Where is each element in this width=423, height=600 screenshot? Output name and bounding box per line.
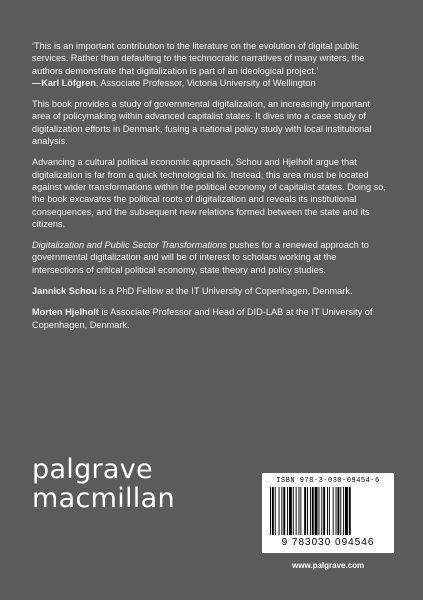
barcode-bar bbox=[287, 487, 288, 535]
barcode-bar bbox=[321, 487, 322, 535]
barcode-number: 9 783030 094546 bbox=[281, 537, 375, 548]
barcode-bar bbox=[283, 487, 285, 535]
author-bio-1 bbox=[32, 285, 390, 297]
barcode-bar bbox=[299, 487, 300, 535]
barcode-bar bbox=[293, 487, 294, 535]
barcode-bar bbox=[289, 487, 292, 535]
barcode-bar bbox=[304, 487, 306, 535]
barcode-bar bbox=[270, 487, 271, 535]
barcode-bar bbox=[323, 487, 325, 535]
barcode-bar bbox=[340, 487, 341, 535]
quote-affiliation: , Associate Professor, Victoria University of Wellington bbox=[95, 77, 316, 88]
paragraph-3-rest: pushes for a renewed approach to governmental digitalization and will be of interest to scholars working at the intersections of critical political economy, state theory and policy studies. bbox=[32, 240, 369, 275]
barcode-bar bbox=[281, 487, 282, 535]
barcode-bar bbox=[336, 487, 337, 535]
barcode-bar bbox=[307, 487, 308, 535]
book-title: Digitalization and Public Sector Transformations bbox=[32, 240, 227, 251]
description-paragraph-2: Advancing a cultural political economic approach, Schou and Hjelholt argue that digitalization is far from a quick technological fix. Instead, this area must be located against wider transformations within the political economy of capitalist states. Doing so, the book excavates the political roots of digitalization and reveals its institutional consequences, and the subsequent new relations formed between the state and its citizens. bbox=[32, 157, 386, 229]
quote-author: —Karl Löfgren bbox=[32, 77, 96, 88]
barcode-bar bbox=[345, 487, 348, 535]
barcode-bar bbox=[279, 487, 280, 535]
publisher-url: www.palgrave.com bbox=[292, 561, 365, 570]
barcode-bar bbox=[272, 487, 274, 535]
author-2-bio: is Associate Professor and Head of DID-LAB at the IT University of Copenhagen, Denmark. bbox=[32, 307, 373, 330]
description-paragraph-3 bbox=[32, 239, 390, 276]
quote-attribution bbox=[32, 77, 390, 89]
author-bio-2 bbox=[32, 306, 390, 331]
barcode-bar bbox=[343, 487, 344, 535]
author-2-name: Morten Hjelholt bbox=[32, 307, 99, 318]
barcode-bar bbox=[312, 487, 314, 535]
isbn-barcode bbox=[262, 473, 394, 553]
description-paragraph-1: This book provides a study of governmental digitalization, an increasingly important area of policymaking within advanced capitalist states. It dives into a case study of digitalization efforts in Denmark, fusing a national policy study with local institutional analysis. bbox=[32, 99, 372, 147]
barcode-bars bbox=[270, 487, 386, 537]
barcode-bar bbox=[327, 487, 328, 535]
barcode-bar bbox=[349, 487, 351, 535]
barcode-bar bbox=[275, 487, 276, 535]
author-1-bio: is a PhD Fellow at the IT University of Copenhagen, Denmark. bbox=[96, 286, 353, 297]
barcode-bar bbox=[296, 487, 297, 535]
barcode-bar bbox=[318, 487, 319, 535]
author-1-name: Jannick Schou bbox=[32, 286, 97, 297]
barcode-bar bbox=[329, 487, 330, 535]
barcode-bar bbox=[310, 487, 311, 535]
barcode-bar bbox=[337, 487, 339, 535]
barcode-bar bbox=[300, 487, 301, 535]
barcode-bar bbox=[333, 487, 334, 535]
publisher-logo bbox=[32, 456, 175, 512]
logo-line-1: palgrave bbox=[32, 454, 153, 485]
barcode-bar bbox=[315, 487, 318, 535]
logo-line-2: macmillan bbox=[32, 483, 175, 514]
review-quote bbox=[32, 40, 390, 89]
isbn-label: ISBN 978-3-030-09454-6 bbox=[276, 477, 380, 485]
back-cover-text bbox=[32, 40, 390, 340]
quote-text: ‘This is an important contribution to the literature on the evolution of digital public services. Rather than defaulting to the technocratic narratives of many writers, the authors demonstrate that digitalization is part of an ideological project.’ bbox=[32, 41, 365, 76]
